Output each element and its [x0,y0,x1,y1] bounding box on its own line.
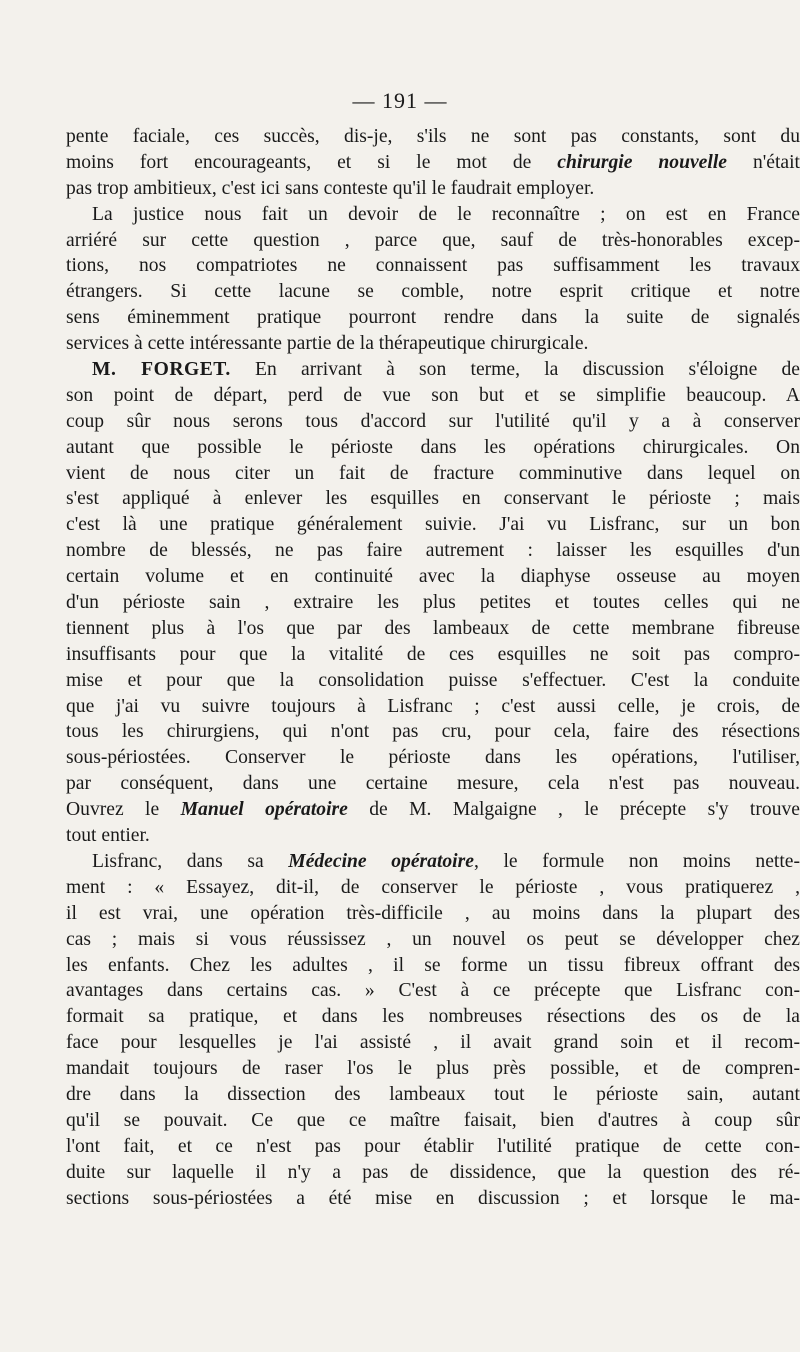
text-line: sections sous-périostées a été mise en discussion ; et lorsque le ma- [66,1187,800,1209]
italic-title: Médecine opératoire [288,850,474,872]
text-line: vient de nous citer un fait de fracture comminutive dans lequel on [66,462,800,484]
text-line: tions, nos compatriotes ne connaissent pas suffisamment les travaux [66,255,800,277]
body-text [66,124,800,1211]
text-segment: de M. Malgaigne , le précepte s'y trouve [347,799,800,821]
text-line [66,849,800,875]
text-line: certain volume et en continuité avec la diaphyse osseuse au moyen [66,566,800,588]
speaker-name: M. FORGET. [92,359,231,381]
text-line: pas trop ambitieux, c'est ici sans conteste qu'il le faudrait employer. [66,177,595,199]
text-line: insuffisants pour que la vitalité de ces esquilles ne soit pas compro- [66,643,800,665]
text-line: il est vrai, une opération très-difficile , au moins dans la plupart des [66,902,800,924]
text-line: cas ; mais si vous réussissez , un nouvel os peut se développer chez [66,928,800,950]
text-line [66,150,800,176]
text-segment: En arrivant à son terme, la discussion s'éloigne de [230,359,800,381]
text-line: d'un périoste sain , extraire les plus petites et toutes celles qui ne [66,592,800,614]
text-line: tout entier. [66,825,150,847]
text-segment: Lisfranc, dans sa [92,850,289,872]
text-line: sous-périostées. Conserver le périoste dans les opérations, l'utiliser, [66,747,800,769]
page-number: — 191 — [352,88,448,113]
text-line: qu'il se pouvait. Ce que ce maître faisait, bien d'autres à coup sûr [66,1109,800,1131]
text-line: sens éminemment pratique pourront rendre dans la suite de signalés [66,307,800,329]
text-line: mandait toujours de raser l'os le plus près possible, et de compren- [66,1058,800,1080]
text-line: La justice nous fait un devoir de le reconnaître ; on est en France [92,203,800,225]
text-line: avantages dans certains cas. » C'est à ce précepte que Lisfranc con- [66,980,800,1002]
text-line: mise et pour que la consolidation puisse s'effectuer. C'est la conduite [66,669,800,691]
text-line: c'est là une pratique généralement suivie. J'ai vu Lisfranc, sur un bon [66,514,800,536]
text-line: dre dans la dissection des lambeaux tout le périoste sain, autant [66,1083,800,1105]
text-segment: n'était [726,151,800,173]
text-line: par conséquent, dans une certaine mesure, cela n'est pas nouveau. [66,773,800,795]
text-line: services à cette intéressante partie de la thérapeutique chirurgicale. [66,333,589,355]
text-line: son point de départ, perd de vue son but et se simplifie beaucoup. A [66,384,800,406]
text-line: ment : « Essayez, dit-il, de conserver le périoste , vous pratiquerez , [66,876,800,898]
text-segment: moins fort encourageants, et si le mot de [66,151,558,173]
text-line: tiennent plus à l'os que par des lambeaux de cette membrane fibreuse [66,617,800,639]
text-line [66,357,800,383]
text-line: s'est appliqué à enlever les esquilles en conservant le périoste ; mais [66,488,800,510]
italic-title: Manuel opératoire [180,799,348,821]
text-line: formait sa pratique, et dans les nombreuses résections des os de la [66,1006,800,1028]
text-line: autant que possible le périoste dans les opérations chirurgicales. On [66,436,800,458]
text-line: l'ont fait, et ce n'est pas pour établir l'utilité pratique de cette con- [66,1135,800,1157]
text-line: pente faciale, ces succès, dis-je, s'ils ne sont pas constants, sont du [66,126,800,147]
text-line: les enfants. Chez les adultes , il se forme un tissu fibreux offrant des [66,954,800,976]
text-line: coup sûr nous serons tous d'accord sur l'utilité qu'il y a à conserver [66,410,800,432]
text-line: face pour lesquelles je l'ai assisté , il avait grand soin et il recom- [66,1032,800,1054]
text-segment: Ouvrez le [66,799,181,821]
text-line [66,797,800,823]
text-line: tous les chirurgiens, qui n'ont pas cru, pour cela, faire des résections [66,721,800,743]
text-line: étrangers. Si cette lacune se comble, notre esprit critique et notre [66,281,800,303]
text-line: duite sur laquelle il n'y a pas de dissidence, que la question des ré- [66,1161,800,1183]
italic-title: chirurgie nouvelle [557,151,727,173]
text-line: arriéré sur cette question , parce que, sauf de très-honorables excep- [66,229,800,251]
text-segment: , le formule non moins nette- [473,850,800,872]
text-line: nombre de blessés, ne pas faire autrement : laisser les esquilles d'un [66,540,800,562]
text-line: que j'ai vu suivre toujours à Lisfranc ; c'est aussi celle, je crois, de [66,695,800,717]
